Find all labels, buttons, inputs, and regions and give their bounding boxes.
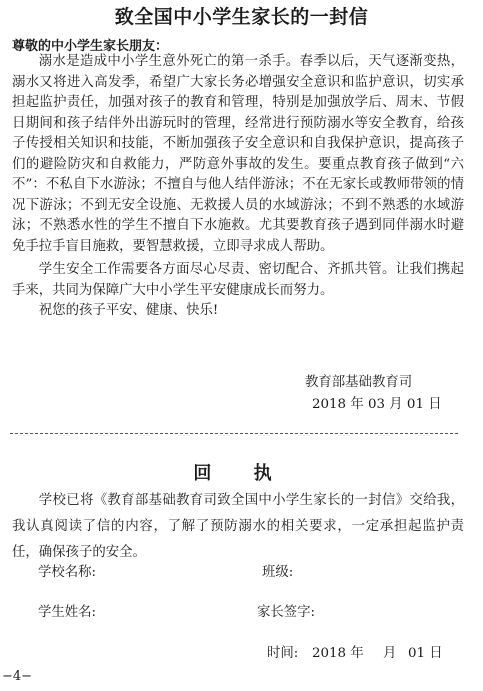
letter-body xyxy=(12,52,464,322)
letter-paragraph-3: 祝您的孩子平安、健康、快乐! xyxy=(38,303,219,318)
letter-paragraph-2: 学生安全工作需要各方面尽心尽责、密切配合、齐抓共管。让我们携起手来，共同为保障广大中小学生平安健康成长而努力。 xyxy=(12,262,464,298)
receipt-text: 学校已将《教育部基础教育司致全国中小学生家长的一封信》交给我，我认真阅读了信的内容，了解了预防溺水的相关要求，一定承担起监护责任，确保孩子的安全。 xyxy=(12,493,464,560)
letter-signer: 教育部基础教育司 xyxy=(305,375,413,390)
time-day: 01 日 xyxy=(408,646,443,661)
school-name-label: 学校名称: xyxy=(38,565,97,580)
time-year: 2018 年 xyxy=(312,646,364,661)
cut-line-divider xyxy=(10,433,458,434)
letter-greeting: 尊敬的中小学生家长朋友： xyxy=(12,39,169,54)
page-number: −4− xyxy=(2,669,33,684)
parent-signature-label: 家长签字: xyxy=(257,605,316,620)
receipt-body xyxy=(12,488,464,566)
time-month: 月 xyxy=(383,646,397,661)
letter-paragraph-1: 溺水是造成中小学生意外死亡的第一杀手。春季以后，天气逐渐变热，溺水又将进入高发季，希望广大家长务必增强安全意识和监护意识，切实承担起监护责任，加强对孩子的教育和管理，特别是加强放学后、周末、节假日期间和孩子结伴外出游玩时的管理，经常进行预防溺水等安全教育，给孩子传授相关知识和技能，不断加强孩子安全意识和自我保护意识，提高孩子们的避险防灾和自救能力，严防意外事故的发生。要重点教育孩子做到“六不”：不私自下水游泳；不擅自与他人结伴游泳；不在无家长或教师带领的情况下游泳；不到无安全设施、无救援人员的水域游泳；不到不熟悉的水域游泳；不熟悉水性的学生不擅自下水施救。尤其要教育孩子遇到同伴溺水时避免手拉手盲目施救，要智慧救援，立即寻求成人帮助。 xyxy=(12,54,464,254)
letter-title: 致全国中小学生家长的一封信 xyxy=(114,6,369,28)
letter-date: 2018 年 03 月 01 日 xyxy=(312,397,442,412)
receipt-title: 回 执 xyxy=(193,463,290,484)
class-label: 班级: xyxy=(262,565,294,580)
student-name-label: 学生姓名: xyxy=(38,605,97,620)
time-label: 时间: xyxy=(267,646,299,661)
